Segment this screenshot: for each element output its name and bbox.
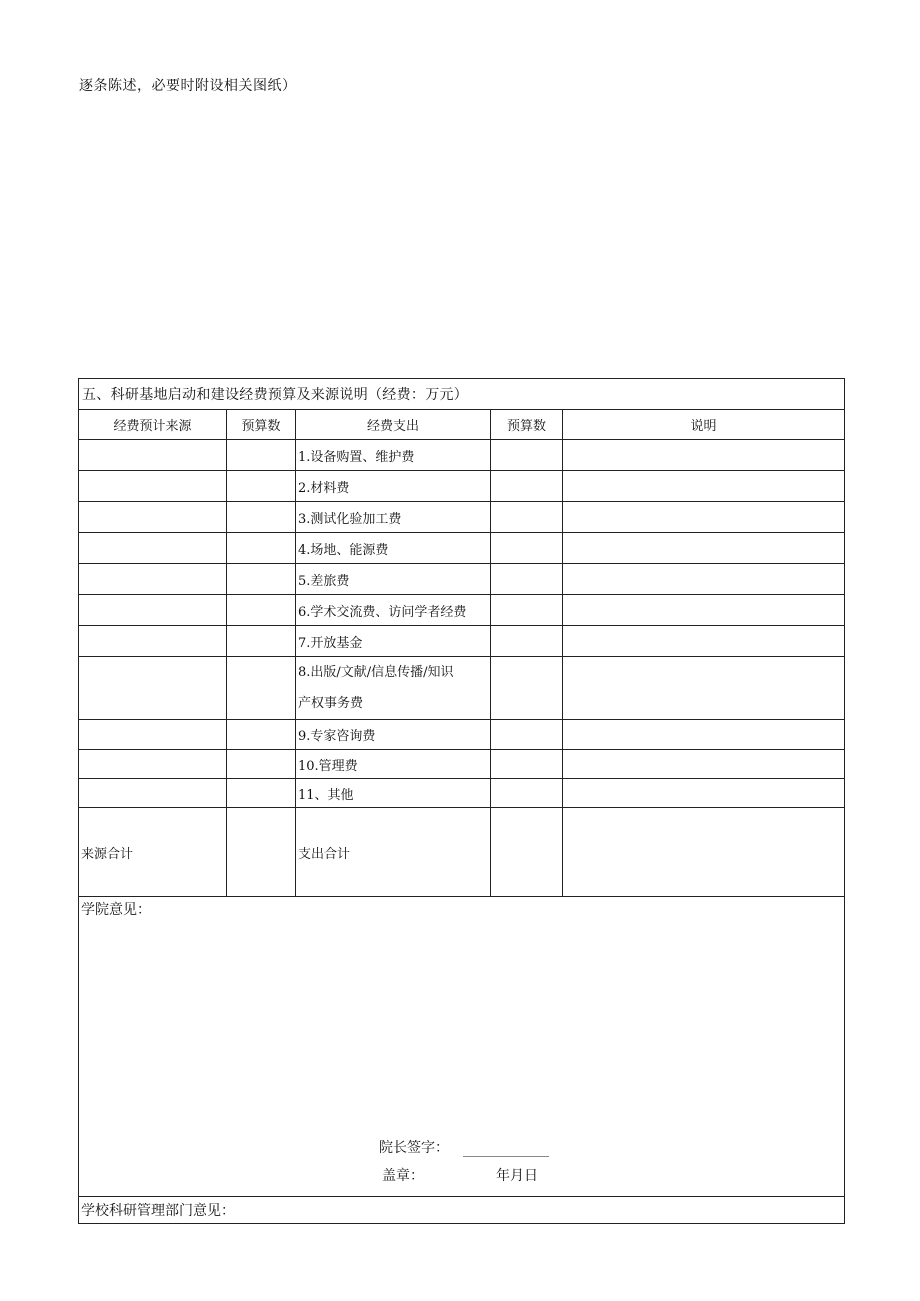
table-row bbox=[79, 657, 845, 720]
source-budget-input[interactable] bbox=[227, 595, 296, 626]
source-input[interactable] bbox=[79, 564, 227, 595]
expense-budget-input[interactable] bbox=[491, 626, 563, 657]
explanation-input[interactable] bbox=[563, 502, 845, 533]
explanation-input[interactable] bbox=[563, 626, 845, 657]
source-budget-input[interactable] bbox=[227, 533, 296, 564]
source-budget-input[interactable] bbox=[227, 657, 296, 720]
expense-label: 2.材料费 bbox=[296, 471, 491, 502]
expense-label: 10.管理费 bbox=[296, 750, 491, 779]
expense-total-input[interactable] bbox=[491, 808, 563, 897]
explanation-input[interactable] bbox=[563, 779, 845, 808]
expense-budget-input[interactable] bbox=[491, 502, 563, 533]
totals-row bbox=[79, 808, 845, 897]
source-budget-input[interactable] bbox=[227, 750, 296, 779]
header-funding-source: 经费预计来源 bbox=[79, 410, 227, 440]
source-budget-input[interactable] bbox=[227, 502, 296, 533]
header-row bbox=[79, 410, 845, 440]
table-row bbox=[79, 533, 845, 564]
source-input[interactable] bbox=[79, 440, 227, 471]
expense-budget-input[interactable] bbox=[491, 533, 563, 564]
top-note: 逐条陈述，必要时附设相关图纸） bbox=[79, 78, 297, 94]
table-row bbox=[79, 595, 845, 626]
source-budget-input[interactable] bbox=[227, 720, 296, 750]
explanation-input[interactable] bbox=[563, 595, 845, 626]
source-budget-input[interactable] bbox=[227, 626, 296, 657]
expense-label: 11、其他 bbox=[296, 779, 491, 808]
table-row bbox=[79, 750, 845, 779]
source-input[interactable] bbox=[79, 471, 227, 502]
source-input[interactable] bbox=[79, 720, 227, 750]
header-budget-amount: 预算数 bbox=[227, 410, 296, 440]
explanation-input[interactable] bbox=[563, 471, 845, 502]
expense-total-label: 支出合计 bbox=[296, 808, 491, 897]
explanation-input[interactable] bbox=[563, 440, 845, 471]
section-title-row bbox=[79, 379, 845, 410]
source-budget-input[interactable] bbox=[227, 779, 296, 808]
table-row bbox=[79, 779, 845, 808]
stamp-label: 盖章： bbox=[382, 1168, 424, 1184]
signature-underline bbox=[463, 1144, 549, 1157]
expense-budget-input[interactable] bbox=[491, 471, 563, 502]
school-opinion-row bbox=[79, 1197, 845, 1224]
explanation-input[interactable] bbox=[563, 750, 845, 779]
table-row bbox=[79, 502, 845, 533]
section-title: 五、科研基地启动和建设经费预算及来源说明（经费：万元） bbox=[79, 379, 845, 410]
source-input[interactable] bbox=[79, 657, 227, 720]
stamp-line bbox=[382, 1165, 538, 1185]
source-input[interactable] bbox=[79, 626, 227, 657]
expense-label: 9.专家咨询费 bbox=[296, 720, 491, 750]
expense-label: 5.差旅费 bbox=[296, 564, 491, 595]
expense-label: 3.测试化验加工费 bbox=[296, 502, 491, 533]
source-input[interactable] bbox=[79, 502, 227, 533]
expense-budget-input[interactable] bbox=[491, 779, 563, 808]
expense-label-line-1: 8.出版/文献/信息传播/知识 bbox=[298, 665, 454, 680]
header-budget-amount-2: 预算数 bbox=[491, 410, 563, 440]
date-label: 年月日 bbox=[496, 1168, 538, 1184]
expense-budget-input[interactable] bbox=[491, 750, 563, 779]
table-row bbox=[79, 440, 845, 471]
college-opinion-label: 学院意见： bbox=[81, 902, 151, 918]
expense-budget-input[interactable] bbox=[491, 564, 563, 595]
expense-label-line-2: 产权事务费 bbox=[298, 696, 364, 711]
explanation-input[interactable] bbox=[563, 720, 845, 750]
budget-form-table bbox=[78, 378, 845, 1224]
college-opinion-row bbox=[79, 897, 845, 1197]
school-opinion-label: 学校科研管理部门意见： bbox=[79, 1197, 845, 1224]
expense-label-multiline bbox=[296, 657, 491, 720]
dean-signature-label: 院长签字： bbox=[379, 1140, 449, 1156]
expense-label: 7.开放基金 bbox=[296, 626, 491, 657]
source-budget-input[interactable] bbox=[227, 440, 296, 471]
college-opinion-field[interactable] bbox=[79, 897, 845, 1197]
expense-budget-input[interactable] bbox=[491, 595, 563, 626]
expense-label: 1.设备购置、维护费 bbox=[296, 440, 491, 471]
explanation-input[interactable] bbox=[563, 533, 845, 564]
table-row bbox=[79, 564, 845, 595]
source-input[interactable] bbox=[79, 595, 227, 626]
table-row bbox=[79, 626, 845, 657]
table-row bbox=[79, 471, 845, 502]
source-input[interactable] bbox=[79, 533, 227, 564]
source-total-input[interactable] bbox=[227, 808, 296, 897]
source-budget-input[interactable] bbox=[227, 564, 296, 595]
expense-budget-input[interactable] bbox=[491, 440, 563, 471]
header-expenditure: 经费支出 bbox=[296, 410, 491, 440]
expense-label: 6.学术交流费、访问学者经费 bbox=[296, 595, 491, 626]
expense-label: 4.场地、能源费 bbox=[296, 533, 491, 564]
total-explanation-input[interactable] bbox=[563, 808, 845, 897]
source-total-label: 来源合计 bbox=[79, 808, 227, 897]
expense-budget-input[interactable] bbox=[491, 720, 563, 750]
header-explanation: 说明 bbox=[563, 410, 845, 440]
table-row bbox=[79, 720, 845, 750]
source-input[interactable] bbox=[79, 779, 227, 808]
explanation-input[interactable] bbox=[563, 657, 845, 720]
dean-signature-line bbox=[379, 1137, 549, 1157]
source-input[interactable] bbox=[79, 750, 227, 779]
source-budget-input[interactable] bbox=[227, 471, 296, 502]
expense-budget-input[interactable] bbox=[491, 657, 563, 720]
explanation-input[interactable] bbox=[563, 564, 845, 595]
